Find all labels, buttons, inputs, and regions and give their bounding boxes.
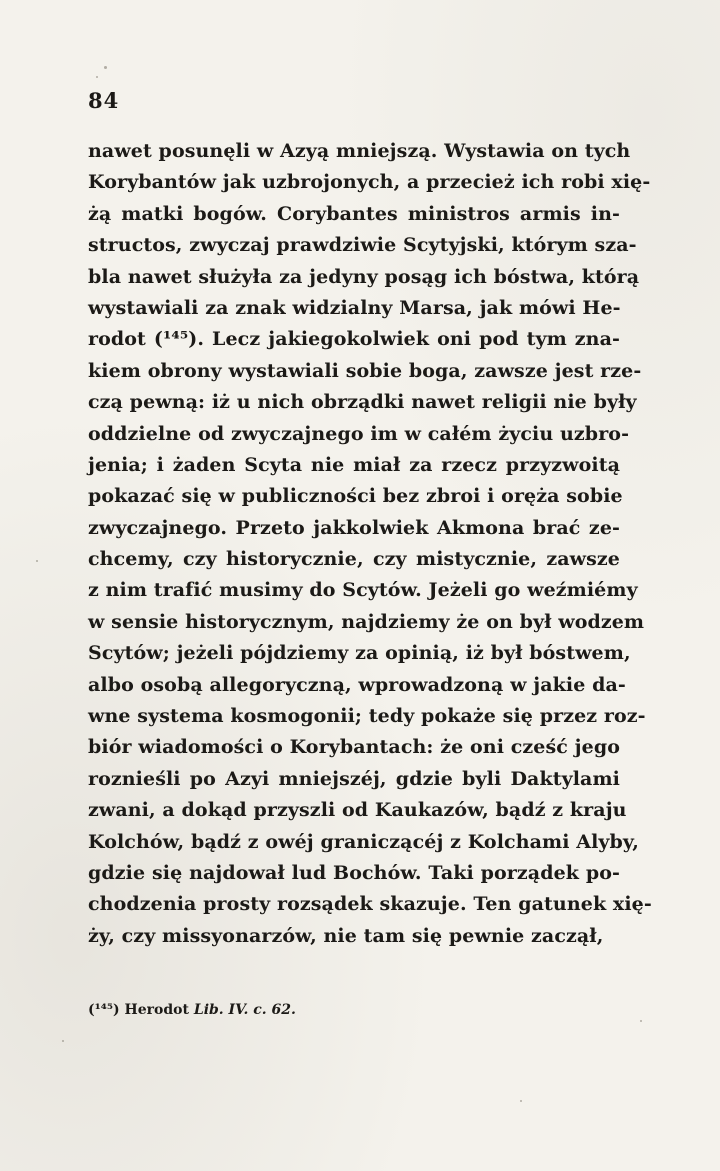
text-line: czą pewną: iż u nich obrządki nawet religii nie były: [88, 391, 637, 414]
paper-speck: [96, 76, 98, 78]
paper-speck: [520, 1100, 522, 1102]
footnote-author: Herodot: [124, 1002, 189, 1018]
text-line: oddzielne od zwyczajnego im w całém życiu uzbro-: [88, 422, 630, 445]
paper-speck: [36, 560, 38, 562]
text-line: bla nawet służyła za jedyny posąg ich bóstwa, którą: [88, 265, 640, 288]
footnote-source: Lib. IV. c. 62.: [193, 1002, 296, 1018]
text-line: kiem obrony wystawiali sobie boga, zawsze jest rze-: [88, 359, 642, 382]
text-line: ży, czy missyonarzów, nie tam się pewnie zaczął,: [88, 924, 604, 947]
text-line: biór wiadomości o Korybantach: że oni cześć jego: [88, 736, 620, 759]
text-line: zwyczajnego. Przeto jakkolwiek Akmona brać ze-: [88, 516, 620, 539]
text-line: chcemy, czy historycznie, czy mistycznie, zawsze: [88, 548, 620, 571]
text-line: gdzie się najdował lud Bochów. Taki porządek po-: [88, 861, 620, 884]
text-line: jenia; i żaden Scyta nie miał za rzecz przyzwoitą: [88, 453, 620, 476]
text-line: w sensie historycznym, najdziemy że on był wodzem: [88, 610, 645, 633]
text-line: Korybantów jak uzbrojonych, a przecież ich robi xię-: [88, 171, 651, 194]
text-line: albo osobą allegoryczną, wprowadzoną w jakie da-: [88, 673, 626, 696]
text-line: nawet posunęli w Azyą mniejszą. Wystawia on tych: [88, 140, 631, 162]
text-line: zwani, a dokąd przyszli od Kaukazów, bądź z kraju: [88, 799, 627, 822]
text-line: structos, zwyczaj prawdziwie Scytyjski, którym sza-: [88, 234, 637, 257]
text-line: Scytów; jeżeli pójdziemy za opinią, iż był bóstwem,: [88, 642, 631, 665]
text-line: rodot (¹⁴⁵). Lecz jakiegokolwiek oni pod tym zna-: [88, 328, 620, 351]
text-line: żą matki bogów. Corybantes ministros armis in-: [88, 202, 620, 225]
footnote: [88, 1002, 296, 1018]
paper-speck: [640, 1020, 642, 1022]
body-text: [88, 136, 652, 952]
text-line: wne systema kosmogonii; tedy pokaże się przez roz-: [88, 705, 646, 728]
paper-speck: [62, 1040, 64, 1042]
page-number: 84: [88, 88, 120, 113]
paper-speck: [104, 66, 107, 69]
text-line: chodzenia prosty rozsądek skazuje. Ten gatunek xię-: [88, 893, 652, 916]
text-line: wystawiali za znak widzialny Marsa, jak mówi He-: [88, 296, 621, 319]
text-line: z nim trafić musimy do Scytów. Jeżeli go weźmiémy: [88, 579, 638, 602]
text-line: Kolchów, bądź z owéj graniczącéj z Kolchami Alyby,: [88, 830, 639, 853]
text-line: roznieśli po Azyi mniejszéj, gdzie byli Daktylami: [88, 767, 620, 790]
footnote-ref: (¹⁴⁵): [88, 1002, 120, 1018]
text-line: pokazać się w publiczności bez zbroi i oręża sobie: [88, 485, 623, 508]
